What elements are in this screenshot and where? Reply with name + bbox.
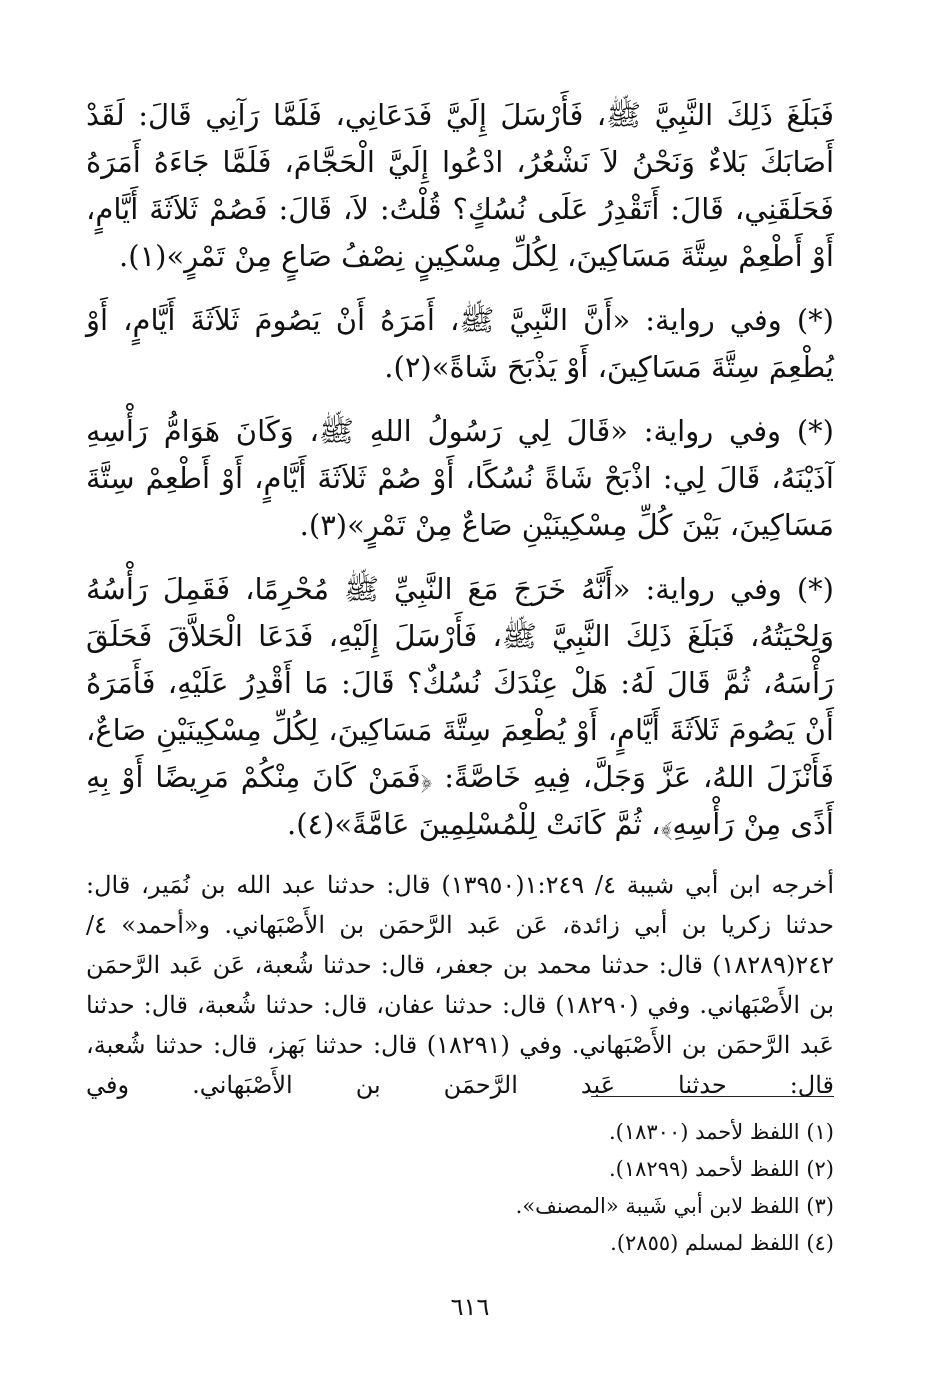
footnotes — [86, 1114, 834, 1262]
hadith-paragraph-3: (*) وفي رواية: «قَالَ لِي رَسُولُ اللهِ ﷺ، وَكَانَ هَوَامُّ رَأْسِهِ آذَيْنَهُ، قَالَ لِي: اذْبَحْ شَاةً نُسُكًا، أَوْ صُمْ ثَلاَثَةَ أَيَّامٍ، أَوْ أَطْعِمْ سِتَّةَ مَسَاكِينَ، بَيْنَ كُلِّ مِسْكِينَيْنِ صَاعٌ مِنْ تَمْرٍ»(٣). — [86, 414, 834, 542]
main-text — [86, 92, 834, 1105]
footnote-3: (٣) اللفظ لابن أبي شَيبة «المصنف». — [515, 1194, 834, 1218]
page-number: ٦١٦ — [450, 1293, 490, 1321]
hadith-paragraph-1: فَبَلَغَ ذَلِكَ النَّبِيَّ ﷺ، فَأَرْسَلَ إِلَيَّ فَدَعَانِي، فَلَمَّا رَآنِي قَالَ: لَقَدْ أَصَابَكَ بَلاءٌ وَنَحْنُ لاَ نَشْعُرُ، ادْعُوا إِلَيَّ الْحَجَّامَ، فَلَمَّا جَاءَهُ أَمَرَهُ فَحَلَقَنِي، قَالَ: أَتَقْدِرُ عَلَى نُسُكٍ؟ قُلْتُ: لاَ، قَالَ: فَصُمْ ثَلاَثَةَ أَيَّامٍ، أَوْ أَطْعِمْ سِتَّةَ مَسَاكِينَ، لِكُلِّ مِسْكِينٍ نِصْفُ صَاعٍ مِنْ تَمْرٍ»(١). — [86, 98, 834, 273]
footnote-1: (١) اللفظ لأحمد (١٨٣٠٠). — [608, 1120, 834, 1144]
footnote-2: (٢) اللفظ لأحمد (١٨٢٩٩). — [608, 1157, 834, 1181]
hadith-paragraph-4: (*) وفي رواية: «أَنَّهُ خَرَجَ مَعَ النَّبِيِّ ﷺ مُحْرِمًا، فَقَمِلَ رَأْسُهُ وَلِحْيَتُهُ، فَبَلَغَ ذَلِكَ النَّبِيَّ ﷺ، فَأَرْسَلَ إِلَيْهِ، فَدَعَا الْحَلاَّقَ فَحَلَقَ رَأْسَهُ، ثُمَّ قَالَ لَهُ: هَلْ عِنْدَكَ نُسُكٌ؟ قَالَ: مَا أَقْدِرُ عَلَيْهِ، فَأَمَرَهُ أَنْ يَصُومَ ثَلاَثَةَ أَيَّامٍ، أَوْ يُطْعِمَ سِتَّةَ مَسَاكِينَ، لِكُلِّ مِسْكِينَيْنِ صَاعٌ، فَأَنْزَلَ اللهُ، عَزَّ وَجَلَّ، فِيهِ خَاصَّةً: ﴿فَمَنْ كَانَ مِنْكُمْ مَرِيضًا أَوْ بِهِ أَذًى مِنْ رَأْسِهِ﴾، ثُمَّ كَانَتْ لِلْمُسْلِمِينَ عَامَّةً»(٤). — [86, 572, 834, 841]
footnote-separator — [591, 1096, 834, 1097]
takhrij-paragraph: أخرجه ابن أبي شيبة ٤/ ١:٢٤٩(١٣٩٥٠) قال: حدثنا عبد الله بن نُمَير، قال: حدثنا زكريا بن أبي زائدة، عَن عَبد الرَّحمَن بن الأَصْبَهاني. و«أحمد» ٤/ ٢٤٢(١٨٢٨٩) قال: حدثنا محمد بن جعفر، قال: حدثنا شُعبة، عَن عَبد الرَّحمَن بن الأَصْبَهاني. وفي (١٨٢٩٠) قال: حدثنا عفان، قال: حدثنا شُعبة، قال: حدثنا عَبد الرَّحمَن بن الأَصْبَهاني. وفي (١٨٢٩١) قال: حدثنا بَهز، قال: حدثنا شُعبة، قال: حدثنا عَبد الرَّحمَن بن الأَصْبَهاني. وفي — [86, 871, 835, 1099]
footnote-4: (٤) اللفظ لمسلم (٢٨٥٥). — [610, 1231, 834, 1255]
hadith-paragraph-2: (*) وفي رواية: «أَنَّ النَّبِيَّ ﷺ، أَمَرَهُ أَنْ يَصُومَ ثَلاَثَةَ أَيَّامٍ، أَوْ يُطْعِمَ سِتَّةَ مَسَاكِينَ، أَوْ يَذْبَحَ شَاةً»(٢). — [86, 303, 834, 384]
